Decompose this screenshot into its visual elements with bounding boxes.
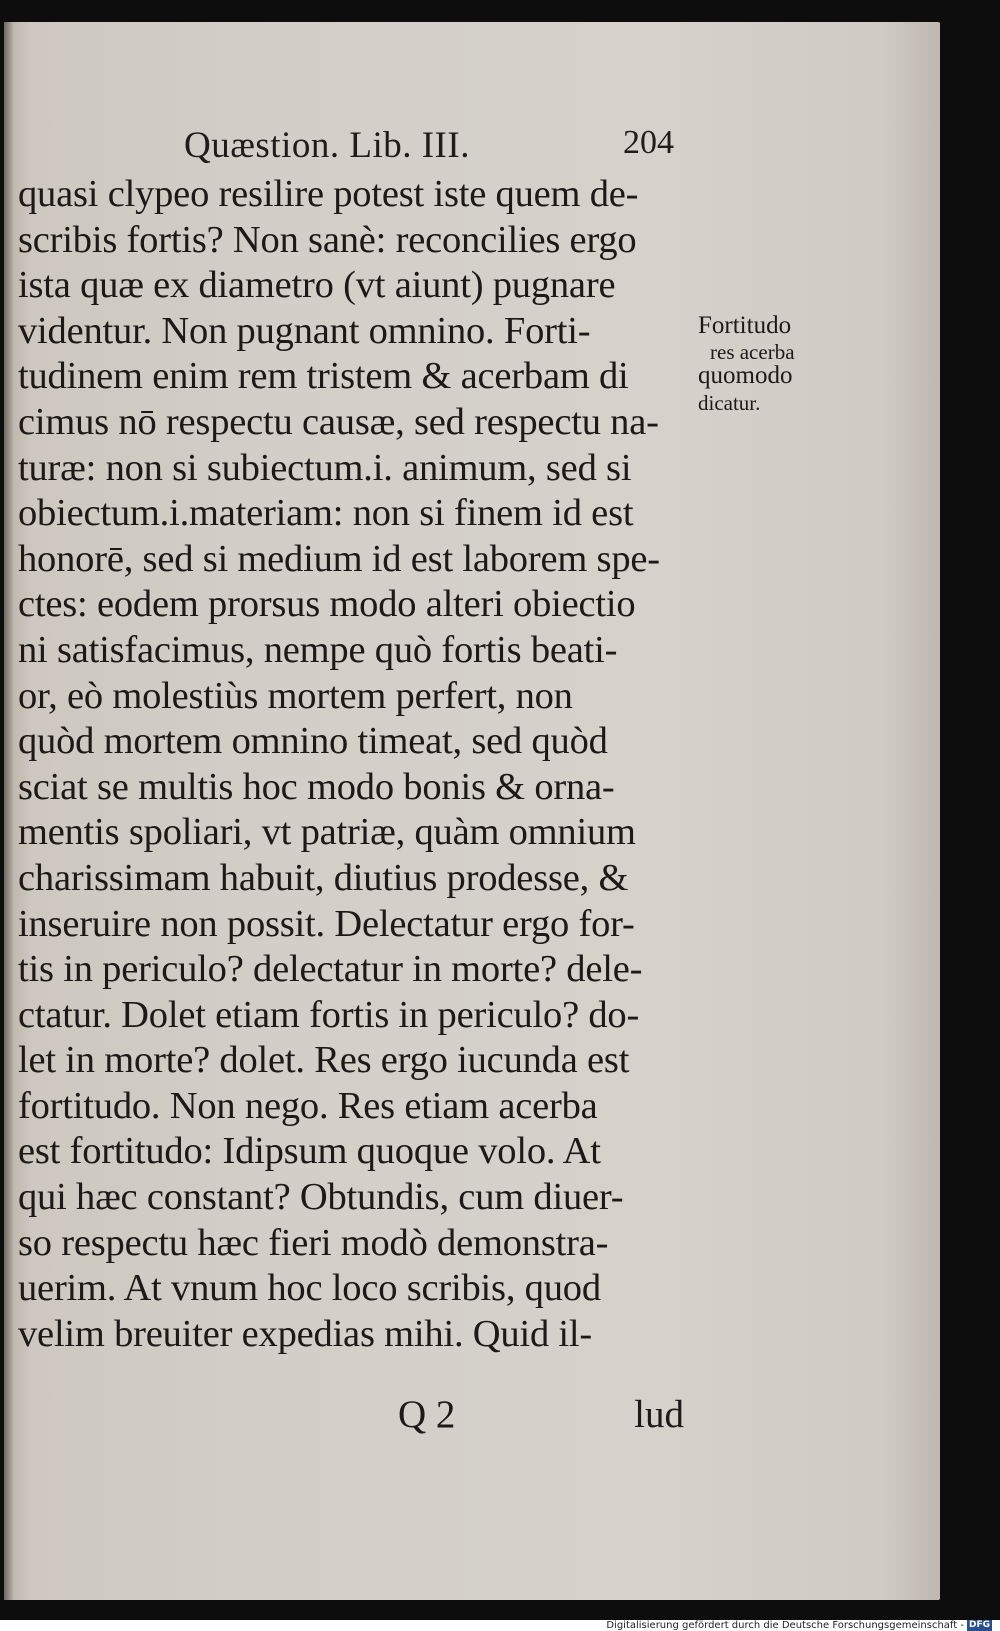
main-text-block bbox=[18, 172, 698, 1357]
text-line: fortitudo. Non nego. Res etiam acerba bbox=[18, 1084, 598, 1127]
signature-mark: Q 2 bbox=[398, 1393, 456, 1436]
text-line: scribis fortis? Non sanè: reconcilies ergo bbox=[18, 218, 637, 261]
credit-text: Digitalisierung gefördert durch die Deutsche Forschungsgemeinschaft - bbox=[606, 1620, 964, 1631]
text-line: quasi clypeo resilire potest iste quem de- bbox=[18, 173, 639, 215]
book-page bbox=[4, 22, 940, 1600]
text-line: tis in periculo? delectatur in morte? dele- bbox=[18, 948, 643, 991]
text-line: ista quæ ex diametro (vt aiunt) pugnare bbox=[18, 264, 616, 307]
text-line: charissimam habuit, diutius prodesse, & bbox=[18, 856, 629, 899]
page-footer bbox=[384, 1392, 684, 1436]
text-line: sciat se multis hoc modo bonis & orna- bbox=[18, 765, 615, 808]
catchword: lud bbox=[634, 1393, 684, 1436]
text-line: turæ: non si subiectum.i. animum, sed si bbox=[18, 446, 632, 489]
text-line: so respectu hæc fieri modò demonstra- bbox=[18, 1221, 609, 1264]
text-line: let in morte? dolet. Res ergo iucunda est bbox=[18, 1039, 630, 1082]
page-number: 204 bbox=[623, 124, 674, 161]
marginal-line: quomodo bbox=[698, 362, 793, 389]
running-title: Quæstion. Lib. III. bbox=[184, 125, 470, 166]
marginal-line: dicatur. bbox=[698, 391, 761, 415]
running-header bbox=[184, 124, 684, 168]
text-line: mentis spoliari, vt patriæ, quàm omnium bbox=[18, 811, 636, 854]
dfg-logo-icon: DFG bbox=[968, 1620, 990, 1630]
text-line: quòd mortem omnino timeat, sed quòd bbox=[18, 720, 608, 763]
text-line: uerim. At vnum hoc loco scribis, quod bbox=[18, 1267, 601, 1310]
text-line: obiectum.i.materiam: non si finem id est bbox=[18, 492, 634, 535]
marginal-line: Fortitudo bbox=[698, 312, 792, 339]
text-line: est fortitudo: Idipsum quoque volo. At bbox=[18, 1130, 601, 1173]
text-line: qui hæc constant? Obtundis, cum diuer- bbox=[18, 1176, 624, 1219]
text-line: or, eò molestiùs mortem perfert, non bbox=[18, 674, 573, 717]
text-line: velim breuiter expedias mihi. Quid il- bbox=[18, 1312, 593, 1355]
marginal-note bbox=[698, 311, 838, 417]
text-line: ni satisfacimus, nempe quò fortis beati- bbox=[18, 628, 618, 671]
text-line: tudinem enim rem tristem & acerbam di bbox=[18, 355, 629, 398]
text-line: inseruire non possit. Delectatur ergo for- bbox=[18, 902, 635, 945]
page-gutter-shadow bbox=[4, 22, 14, 1600]
marginal-line: res acerba bbox=[710, 340, 795, 364]
text-line: ctes: eodem prorsus modo alteri obiectio bbox=[18, 583, 636, 626]
digitization-credit bbox=[606, 1620, 992, 1631]
text-line: cimus nō respectu causæ, sed respectu na- bbox=[18, 400, 659, 443]
text-line: videntur. Non pugnant omnino. Forti- bbox=[18, 309, 591, 352]
text-line: ctatur. Dolet etiam fortis in periculo? do- bbox=[18, 993, 640, 1036]
text-line: honorē, sed si medium id est laborem spe- bbox=[18, 537, 660, 580]
